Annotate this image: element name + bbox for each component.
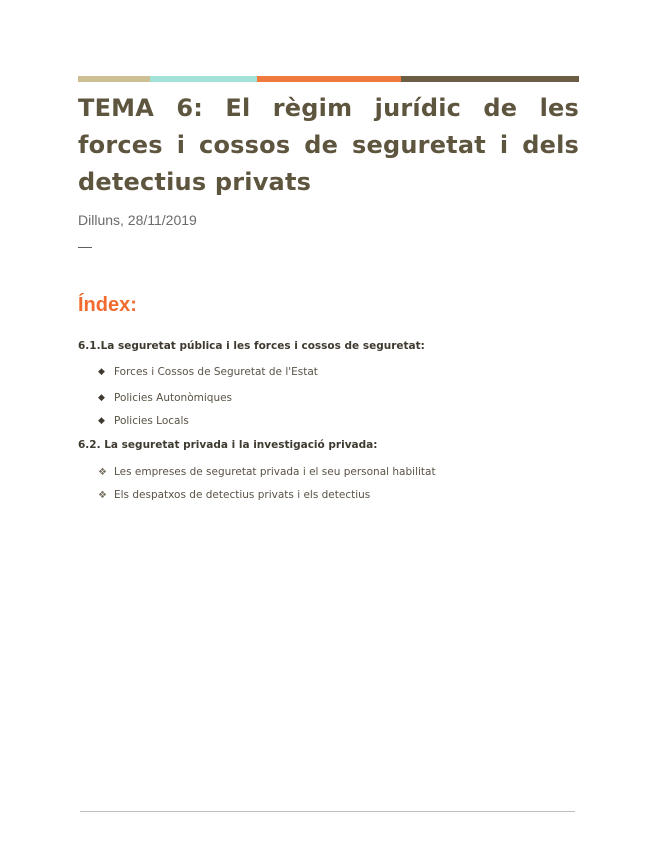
color-bar-segment-teal <box>150 76 257 82</box>
diamond-bullet-icon: ◆ <box>98 416 105 426</box>
list-item <box>98 366 318 378</box>
list-item-label: Les empreses de seguretat privada i el seu personal habilitat <box>114 466 436 478</box>
list-item-label: Els despatxos de detectius privats i els detectius <box>114 489 371 501</box>
document-date: Dilluns, 28/11/2019 <box>78 212 197 228</box>
list-item <box>98 415 189 427</box>
color-bar-segment-beige <box>78 76 150 82</box>
index-heading: Índex: <box>78 294 137 316</box>
list-item-label: Policies Autonòmiques <box>114 392 233 404</box>
list-item <box>98 489 370 501</box>
color-bar-segment-brown <box>401 76 579 82</box>
four-diamond-bullet-icon: ❖ <box>98 466 107 478</box>
diamond-bullet-icon: ◆ <box>98 367 105 377</box>
color-bar-segment-orange <box>257 76 401 82</box>
separator-dash: — <box>78 238 92 254</box>
four-diamond-bullet-icon: ❖ <box>98 489 107 501</box>
page-title: TEMA 6: El règim jurídic de les forces i cossos de seguretat i dels detectius privats <box>78 94 579 196</box>
footer-divider <box>80 811 575 812</box>
list-item-label: Policies Locals <box>114 415 189 427</box>
section-title: 6.1.La seguretat pública i les forces i cossos de seguretat: <box>78 340 425 352</box>
list-item-label: Forces i Cossos de Seguretat de l'Estat <box>114 366 318 378</box>
list-item <box>98 466 436 478</box>
list-item <box>98 392 232 404</box>
section-title: 6.2. La seguretat privada i la investigació privada: <box>78 439 378 451</box>
diamond-bullet-icon: ◆ <box>98 393 105 403</box>
header-color-bar <box>78 76 579 82</box>
